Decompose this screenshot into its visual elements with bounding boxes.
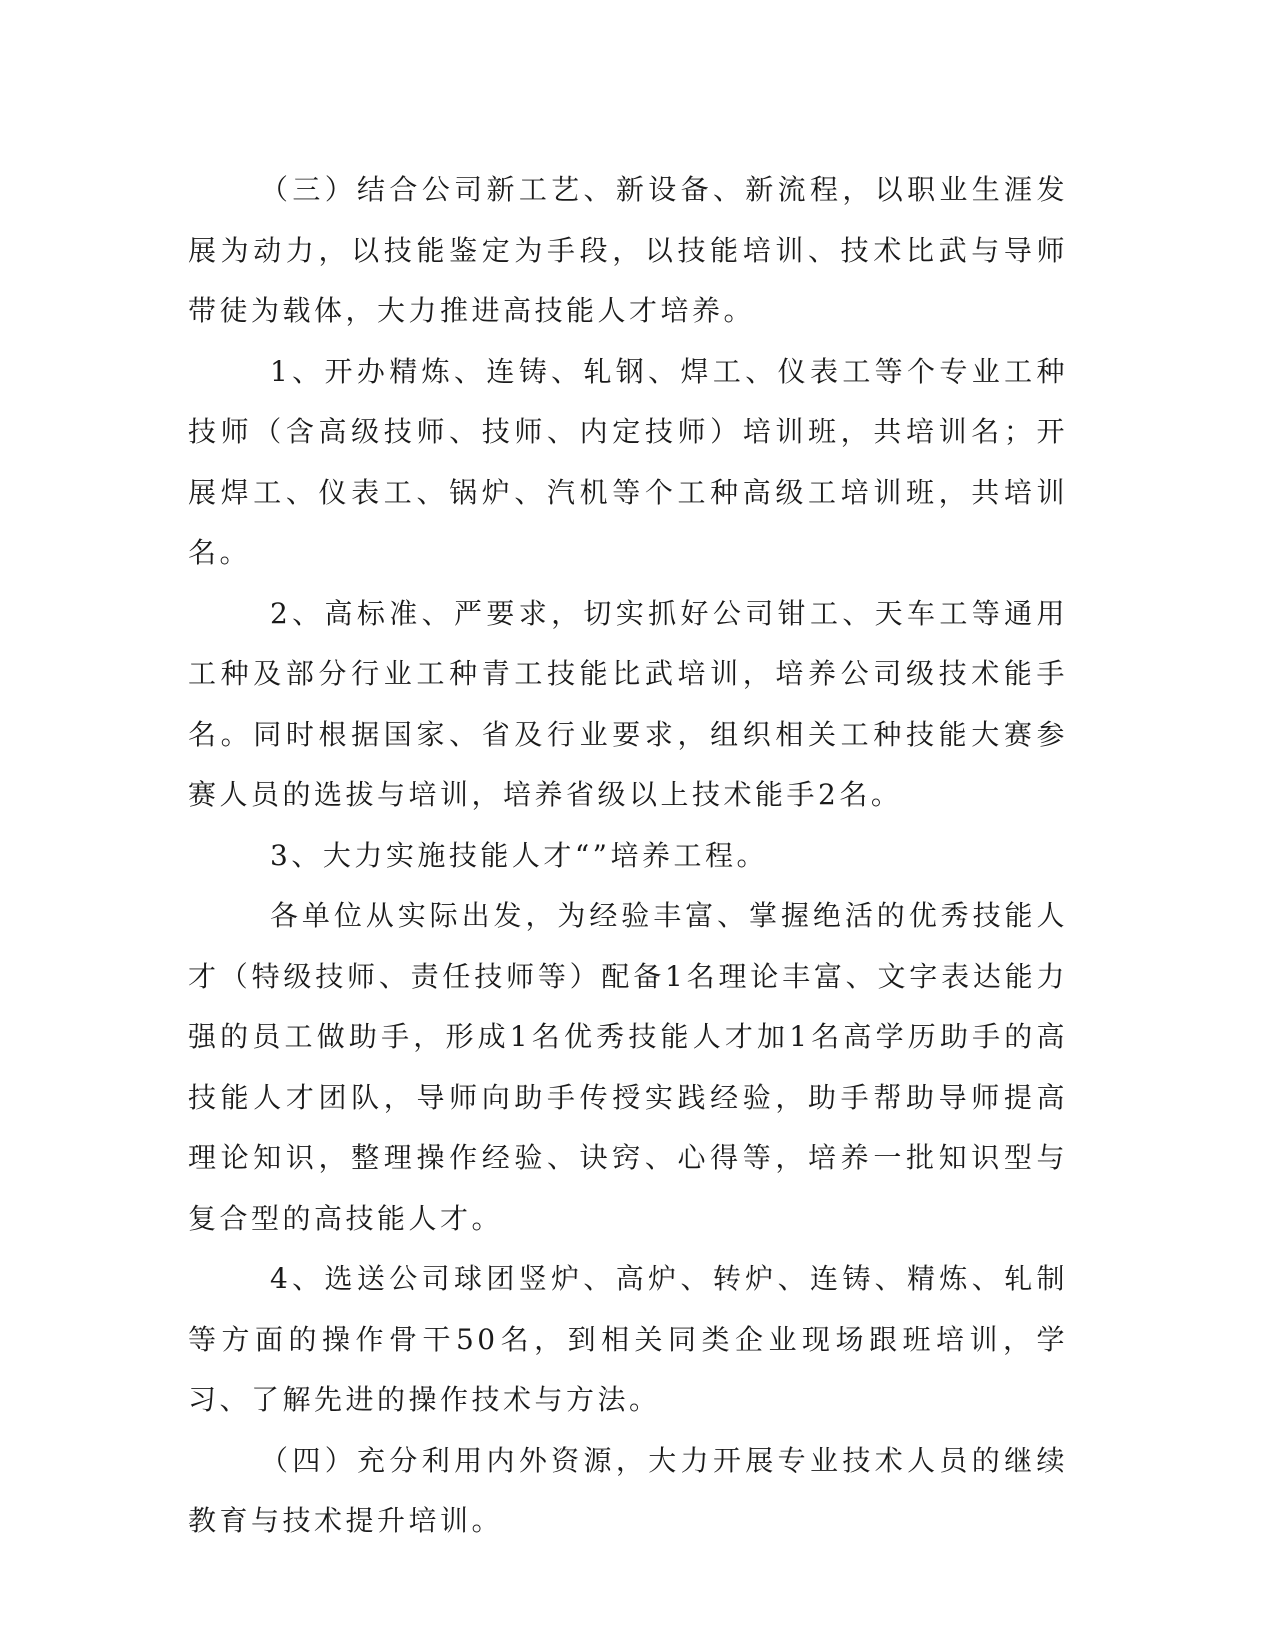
paragraph-item-2: 2、高标准、严要求，切实抓好公司钳工、天车工等通用工种及部分行业工种青工技能比武培训，培养公司级技术能手名。同时根据国家、省及行业要求，组织相关工种技能大赛参赛人员的选拔与培训，培养省级以上技术能手2名。: [188, 596, 1068, 811]
paragraph-item-3-detail: 各单位从实际出发，为经验丰富、掌握绝活的优秀技能人才（特级技师、责任技师等）配备1名理论丰富、文字表达能力强的员工做助手，形成1名优秀技能人才加1名高学历助手的高技能人才团队，导师向助手传授实践经验，助手帮助导师提高理论知识，整理操作经验、诀窍、心得等，培养一批知识型与复合型的高技能人才。: [188, 899, 1068, 1235]
paragraph-section-three: （三）结合公司新工艺、新设备、新流程，以职业生涯发展为动力，以技能鉴定为手段，以技能培训、技术比武与导师带徒为载体，大力推进高技能人才培养。: [188, 173, 1068, 327]
paragraph-item-1: 1、开办精炼、连铸、轧钢、焊工、仪表工等个专业工种技师（含高级技师、技师、内定技师）培训班，共培训名；开展焊工、仪表工、锅炉、汽机等个工种高级工培训班，共培训名。: [188, 354, 1068, 569]
paragraph-section-four: （四）充分利用内外资源，大力开展专业技术人员的继续教育与技术提升培训。: [188, 1443, 1068, 1537]
paragraph-item-4: 4、选送公司球团竖炉、高炉、转炉、连铸、精炼、轧制等方面的操作骨干50名，到相关同类企业现场跟班培训，学习、了解先进的操作技术与方法。: [188, 1262, 1068, 1416]
paragraph-item-3: 3、大力实施技能人才“”培养工程。: [270, 838, 768, 872]
document-body: [188, 160, 1068, 1552]
